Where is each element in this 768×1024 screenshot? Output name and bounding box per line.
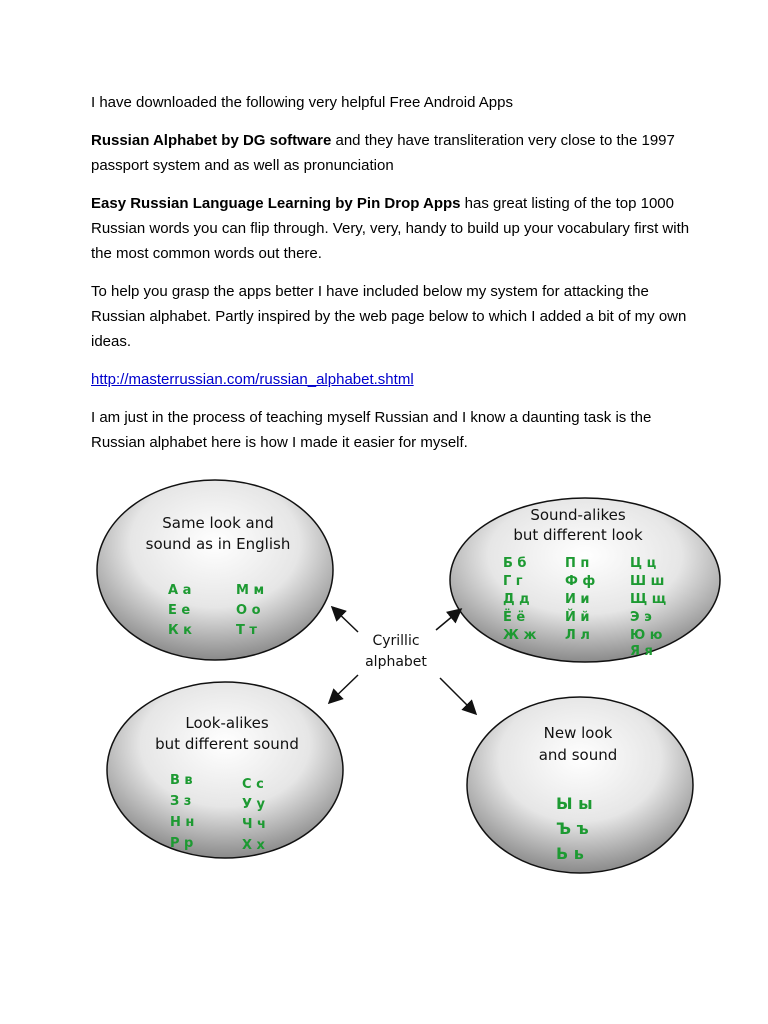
same-look-letter: М м	[236, 583, 265, 598]
app-description-pindrop: has great listing of the top 1000 Russian words you can flip through. Very, very, handy to build up your vocabulary first with the most common words out there.	[91, 195, 690, 262]
arrow-to-same-look	[333, 608, 358, 632]
look-alikes-letter: Ч ч	[242, 817, 266, 832]
look-alikes-letter: У у	[242, 797, 266, 812]
look-alikes-letter: З з	[170, 794, 192, 809]
system-text: To help you grasp the apps better I have included below my system for attacking the Russian alphabet. Partly inspired by the web page below to which I added a bit of my own ideas.	[91, 283, 687, 350]
look-alikes-bubble	[107, 682, 343, 858]
same-look-letter: О о	[236, 603, 261, 618]
cyrillic-alphabet-diagram	[0, 470, 768, 890]
same-look-letter: Т т	[236, 623, 257, 638]
sound-alikes-letter: Г г	[503, 574, 523, 589]
arrow-to-sound-alikes	[436, 610, 460, 630]
app-description-dg: and they have transliteration very close to the 1997 passport system and as well as pronunciation	[91, 132, 675, 174]
same-look-title-line2: sound as in English	[145, 535, 291, 553]
sound-alikes-letter: Д д	[503, 592, 530, 607]
closing-text: I am just in the process of teaching myself Russian and I know a daunting task is the Russian alphabet here is how I made it easier for myself.	[91, 409, 652, 451]
sound-alikes-letter: И и	[565, 592, 590, 607]
new-look-letter: Ь ь	[556, 844, 584, 863]
closing-paragraph	[91, 405, 691, 455]
sound-alikes-letter: Ю ю	[630, 628, 663, 643]
intro-text: I have downloaded the following very helpful Free Android Apps	[91, 94, 513, 111]
look-alikes-letter: Н н	[170, 815, 195, 830]
new-look-title-line1: New look	[543, 724, 613, 742]
app-name-dg: Russian Alphabet by DG software	[91, 132, 332, 149]
look-alikes-title-line2: but different sound	[155, 735, 299, 753]
arrow-to-look-alikes	[330, 675, 358, 702]
new-look-letter: Ъ ъ	[556, 819, 589, 838]
sound-alikes-letter: Щ щ	[630, 592, 667, 607]
app-name-pindrop: Easy Russian Language Learning by Pin Drop Apps	[91, 195, 461, 212]
look-alikes-letter: С с	[242, 777, 264, 792]
same-look-bubble	[97, 480, 333, 660]
look-alikes-title-line1: Look-alikes	[185, 714, 269, 732]
sound-alikes-title-line1: Sound-alikes	[530, 506, 626, 524]
look-alikes-letter: В в	[170, 773, 193, 788]
sound-alikes-letter: П п	[565, 556, 590, 571]
same-look-letter: А а	[168, 583, 192, 598]
center-label-line2: alphabet	[365, 654, 427, 670]
sound-alikes-letter: Ж ж	[503, 628, 537, 643]
link-paragraph	[91, 367, 691, 392]
document-body	[91, 90, 691, 468]
app-paragraph-pindrop	[91, 191, 691, 266]
sound-alikes-letter: Э э	[630, 610, 652, 625]
same-look-letter: К к	[168, 623, 192, 638]
look-alikes-letter: Р р	[170, 836, 194, 851]
new-look-letter: Ы ы	[556, 794, 593, 813]
look-alikes-letter: Х х	[242, 838, 265, 853]
same-look-letter: Е е	[168, 603, 191, 618]
sound-alikes-letter: Й й	[565, 610, 590, 625]
app-paragraph-dg	[91, 128, 691, 178]
sound-alikes-letter: Ф ф	[565, 574, 596, 589]
intro-paragraph	[91, 90, 691, 115]
same-look-title-line1: Same look and	[162, 514, 274, 532]
center-label-line1: Cyrillic	[372, 633, 420, 649]
arrow-to-new-look	[440, 678, 475, 713]
sound-alikes-letter: Ц ц	[630, 556, 657, 571]
sound-alikes-letter: Б б	[503, 556, 527, 571]
system-paragraph	[91, 279, 691, 354]
new-look-title-line2: and sound	[538, 746, 618, 764]
sound-alikes-letter: Я я	[630, 644, 653, 659]
sound-alikes-letter: Ш ш	[630, 574, 665, 589]
sound-alikes-letter: Л л	[565, 628, 590, 643]
sound-alikes-title-line2: but different look	[513, 526, 643, 544]
sound-alikes-letter: Ё ё	[503, 610, 526, 625]
masterrussian-link[interactable]: http://masterrussian.com/russian_alphabet.shtml	[91, 371, 414, 388]
diagram-canvas	[0, 470, 768, 890]
